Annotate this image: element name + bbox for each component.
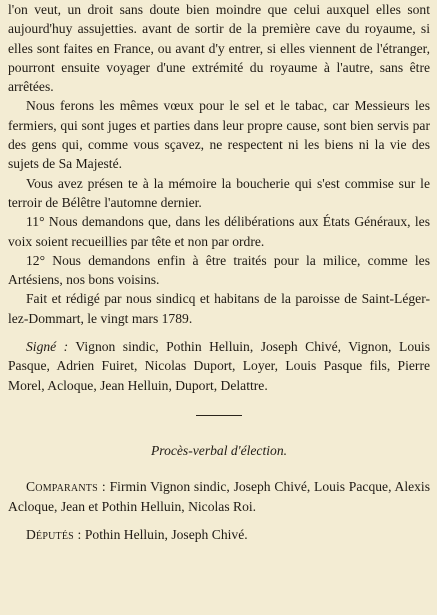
paragraph-continuation: l'on veut, un droit sans doute bien moindre que celui auxquel elles sont aujourd'huy assujetties. avant de sortir de la première cave du royaume, si elles sont faites en France, ou avant d'y entrer, si elles viennent de l'étranger, pourront ensuite voyager d'une extrémité du royaume à l'autre, sans être arrêtées. [8,2,430,95]
section-divider [196,415,242,416]
paragraph-fait-et-redige: Fait et rédigé par nous sindicq et habitans de la paroisse de Saint-Léger-lez-Dommart, le vingt mars 1789. [8,291,430,326]
comparants-names: Firmin Vignon sindic, Joseph Chivé, Louis Pacque, Alexis Acloque, Jean et Pothin Helluin, Nicolas Roi. [8,479,431,514]
section-heading: Procès-verbal d'élection. [150,442,288,458]
deputes-names: Pothin Helluin, Joseph Chivé. [84,526,248,542]
deputes-label: Députés : [26,526,82,542]
paragraph-article-11: 11° Nous demandons que, dans les délibérations aux États Généraux, les voix soient recueillies par tête et non par ordre. [8,214,430,249]
paragraph-article-12: 12° Nous demandons enfin à être traités pour la milice, comme les Artésiens, nos bons voisins. [8,252,430,288]
signature-label: Signé : [26,339,69,355]
paragraph-boucherie: Vous avez présen te à la mémoire la boucherie qui s'est commise sur le terroir de Bélêtre l'automne dernier. [8,175,430,210]
comparants-label: Comparants : [26,479,106,495]
signature-names: Vignon sindic, Pothin Helluin, Joseph Chivé, Vignon, Louis Pasque, Adrien Fuiret, Nicolas Duport, Loyer, Louis Pasque fils, Pierre Morel, Acloque, Jean Helluin, Duport, Delattre. [8,339,430,393]
comparants-block [8,477,430,516]
deputes-block [8,525,430,544]
signature-block [8,337,430,395]
paragraph-sel-tabac: Nous ferons les mêmes vœux pour le sel et le tabac, car Messieurs les fermiers, qui sont juges et parties dans leur propre cause, sont bien servis par des gens qui, comme vous sçavez, ne respectent ni les biens ni la vie des sujets de Sa Majesté. [8,98,430,172]
